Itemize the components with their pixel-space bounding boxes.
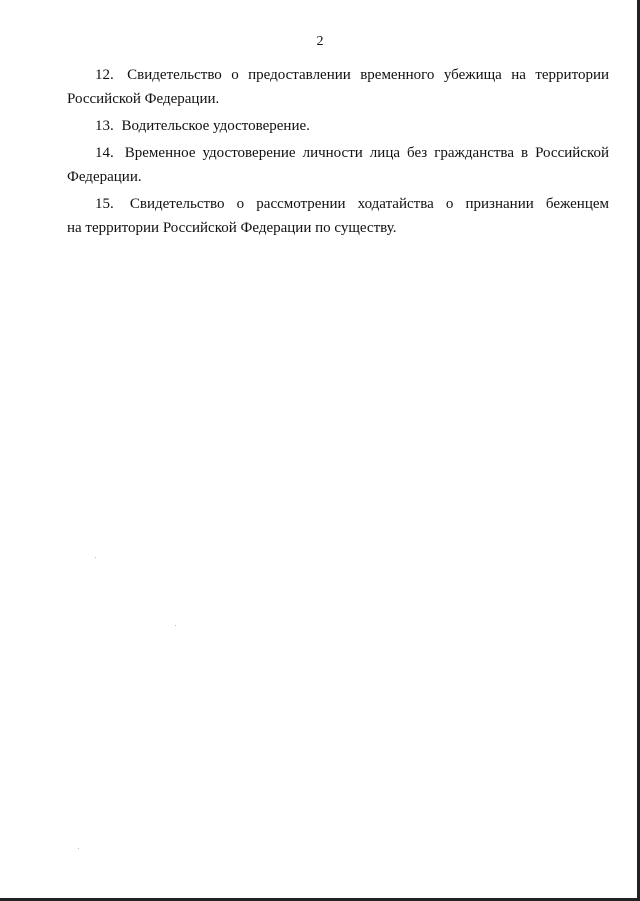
scan-speck [78,848,79,849]
list-item-15-number: 15. [95,196,114,212]
list-item-13 [67,114,609,138]
list-item-15-text: Свидетельство о рассмотрении ходатайства о признании беженцем [129,196,610,212]
list-item-14-line-2: Федерации. [67,169,142,185]
list-item-13-text: Водительское удостоверение. [121,118,310,134]
document-body [67,63,609,243]
list-item-12-text: Свидетельство о предоставлении временного убежища на территории [127,67,609,83]
list-item-14 [67,141,609,189]
scan-speck [95,557,96,558]
list-item-13-number: 13. [95,118,114,134]
list-item-15-line-1 [67,192,609,216]
page-number: 2 [316,34,324,49]
list-item-15-line-2: на территории Российской Федерации по существу. [67,220,397,236]
list-item-14-line-1 [67,141,609,165]
list-item-12-line-2: Российской Федерации. [67,91,220,107]
scan-speck [175,625,176,626]
list-item-14-text: Временное удостоверение личности лица без гражданства в Российской [124,145,610,161]
list-item-12-line-1 [67,63,609,87]
list-item-12-number: 12. [95,67,114,83]
list-item-15 [67,192,609,240]
list-item-14-number: 14. [95,145,114,161]
list-item-12 [67,63,609,111]
